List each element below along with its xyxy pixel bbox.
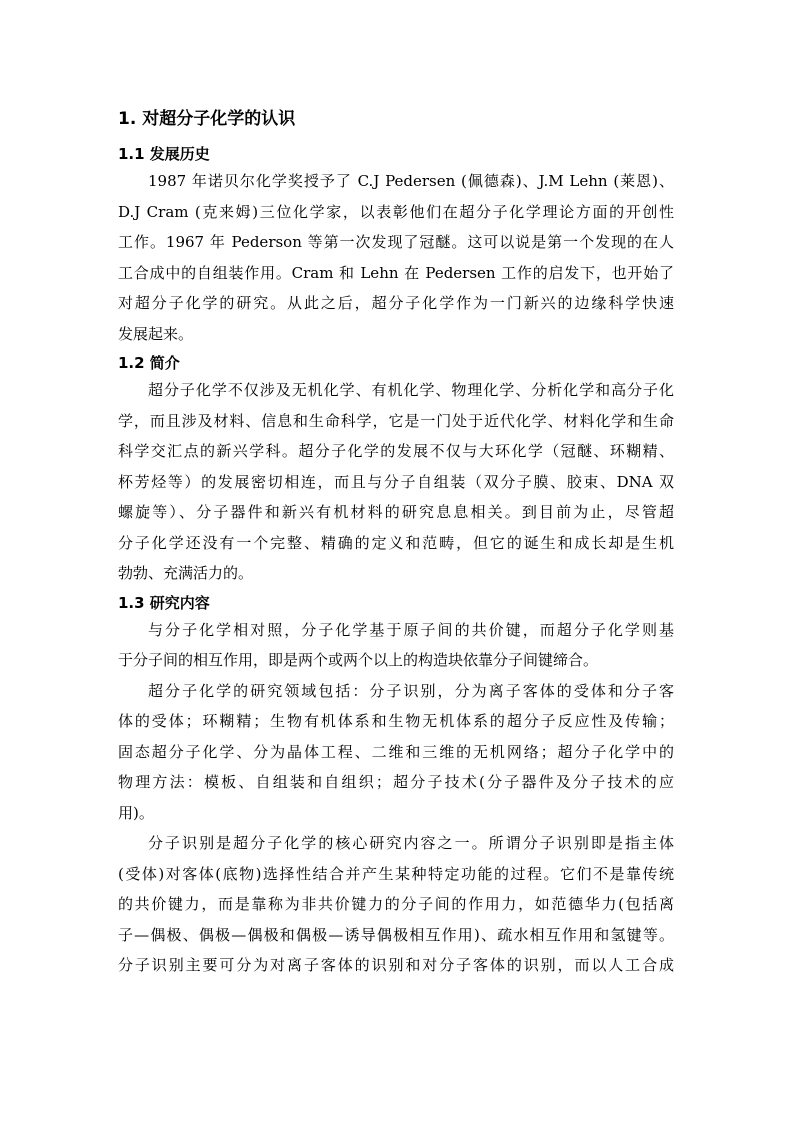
paragraph — [118, 615, 674, 676]
text-line: 用)。 — [118, 803, 154, 822]
text-line: 分子化学还没有一个完整、精确的定义和范畴，但它的诞生和成长却是生机 — [118, 533, 674, 552]
text-line: 超分子化学不仅涉及无机化学、有机化学、物理化学、分析化学和高分子化 — [148, 381, 674, 399]
text-line: 1987 年诺贝尔化学奖授予了 C.J Pedersen (佩德森)、J.M Lehn (莱恩)、 — [148, 172, 674, 190]
text-line: (受体)对客体(底物)选择性结合并产生某种特定功能的过程。它们不是靠传统 — [118, 864, 674, 883]
main-heading: 1. 对超分子化学的认识 — [118, 109, 296, 129]
section-heading: 1.3 研究内容 — [118, 593, 210, 612]
text-line: 超分子化学的研究领域包括：分子识别，分为离子客体的受体和分子客 — [148, 681, 674, 700]
text-line: 螺旋等）、分子器件和新兴有机材料的研究息息相关。到目前为止，尽管超 — [118, 503, 674, 521]
paragraph — [118, 375, 674, 589]
section-heading: 1.2 简介 — [118, 354, 180, 372]
text-line: D.J Cram (克来姆)三位化学家，以表彰他们在超分子化学理论方面的开创性 — [118, 202, 674, 221]
text-line: 分子识别主要可分为对离子客体的识别和对分子客体的识别，而以人工合成 — [118, 956, 674, 974]
text-line: 勃勃、充满活力的。 — [118, 564, 254, 582]
document-body — [118, 144, 674, 981]
text-line: 子—偶极、偶极—偶极和偶极—诱导偶极相互作用)、疏水相互作用和氢键等。 — [118, 925, 674, 944]
text-line: 学，而且涉及材料、信息和生命科学，它是一门处于近代化学、材料化学和生命 — [118, 411, 674, 430]
text-line: 对超分子化学的研究。从此之后，超分子化学作为一门新兴的边缘科学快速 — [118, 294, 674, 312]
text-line: 与分子化学相对照，分子化学基于原子间的共价键，而超分子化学则基 — [148, 620, 674, 639]
section-heading: 1.1 发展历史 — [118, 145, 210, 163]
text-line: 科学交汇点的新兴学科。超分子化学的发展不仅与大环化学（冠醚、环糊精、 — [118, 442, 674, 460]
text-line: 工合成中的自组装作用。Cram 和 Lehn 在 Pedersen 工作的启发下，也开始了 — [118, 263, 674, 282]
text-line: 于分子间的相互作用，即是两个或两个以上的构造块依靠分子间键缔合。 — [118, 651, 599, 669]
paragraph — [118, 676, 674, 829]
text-line: 的共价键力，而是靠称为非共价键力的分子间的作用力，如范德华力(包括离 — [118, 895, 674, 913]
paragraph — [118, 166, 674, 349]
paragraph — [118, 828, 674, 981]
document-page — [118, 100, 674, 981]
text-line: 体的受体；环糊精；生物有机体系和生物无机体系的超分子反应性及传输； — [118, 712, 674, 730]
text-line: 固态超分子化学、分为晶体工程、二维和三维的无机网络；超分子化学中的 — [118, 742, 674, 761]
text-line: 发展起来。 — [118, 324, 194, 343]
text-line: 物理方法：模板、自组装和自组织；超分子技术(分子器件及分子技术的应 — [118, 773, 674, 791]
text-line: 分子识别是超分子化学的核心研究内容之一。所谓分子识别即是指主体 — [148, 834, 674, 852]
text-line: 工作。1967 年 Pederson 等第一次发现了冠醚。这可以说是第一个发现的在人 — [118, 233, 674, 251]
text-line: 杯芳烃等）的发展密切相连，而且与分子自组装（双分子膜、胶束、DNA 双 — [118, 472, 674, 491]
